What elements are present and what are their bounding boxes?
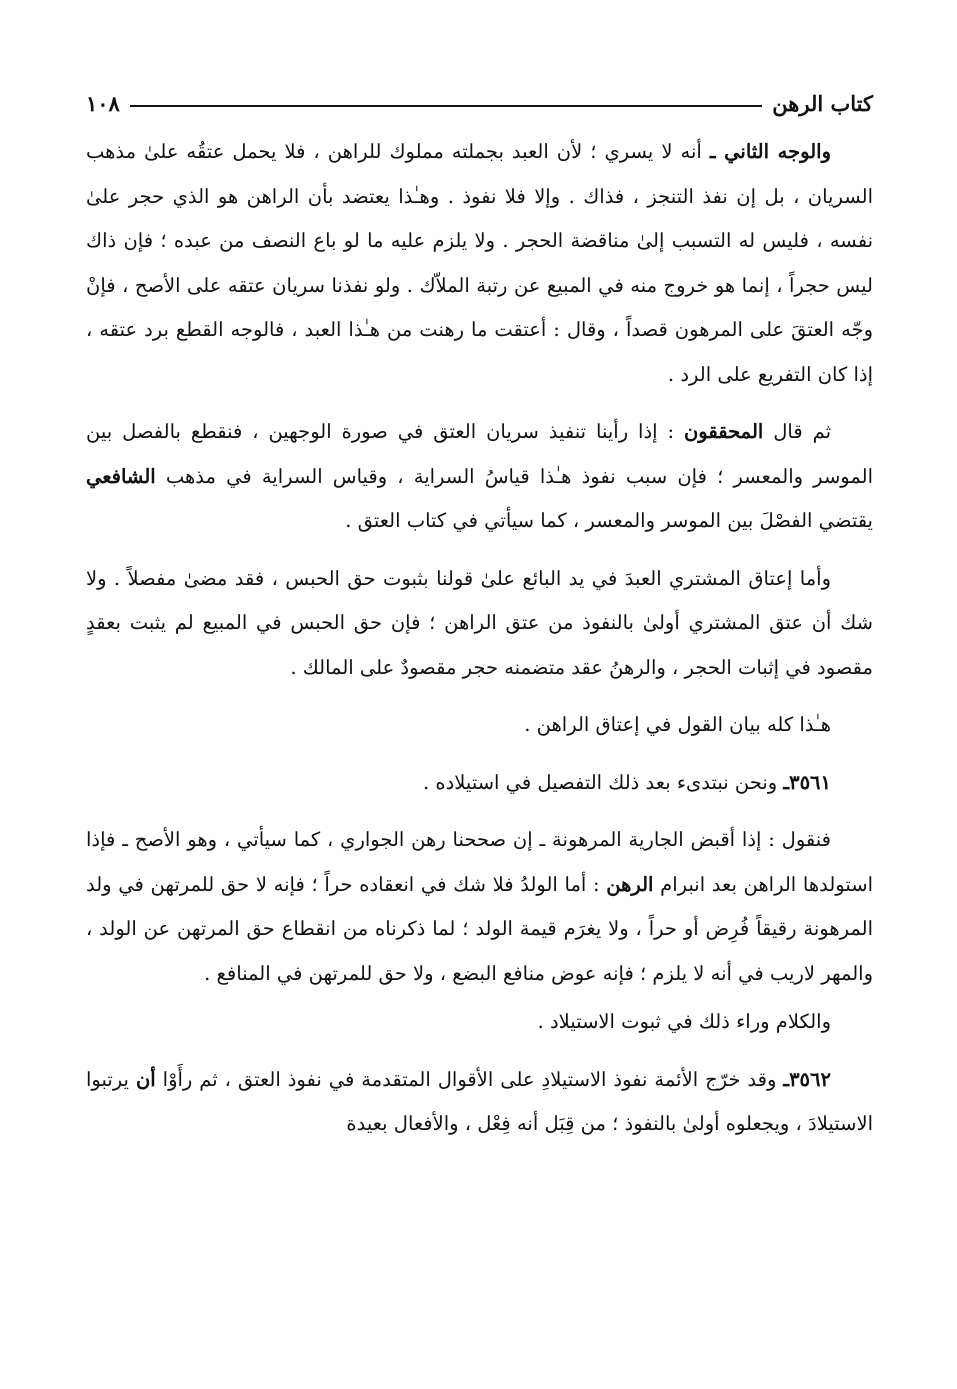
- paragraph-text: : أما الولدُ فلا شك في انعقاده حراً ؛ فإنه لا حق للمرتهن في ولد المرهونة رقيقاً فُرِض أو حراً ، ولا يغرَم قيمة الولد ؛ لما ذكرناه من انقطاع حق المرتهن عن الولد ، والمهر لاريب في أنه لا يلزم ؛ فإنه عوض منافع البضع ، ولا حق للمرتهن في المنافع .: [86, 872, 873, 985]
- paragraph-text: يرتبوا الاستيلادَ ، ويجعلوه أولىٰ بالنفوذ ؛ من قِبَل أنه فِعْل ، والأفعال بعيدة: [86, 1067, 873, 1135]
- page-header: [86, 84, 873, 118]
- paragraph-text: : إذا رأينا تنفيذ سريان العتق في صورة الوجهين ، فنقطع بالفصل بين الموسر والمعسر ؛ فإن سبب نفوذ هـٰذا قياسُ السراية ، وقياس السراية في مذهب: [86, 420, 873, 488]
- paragraph-text: والكلام وراء ذلك في ثبوت الاستيلاد .: [537, 1010, 831, 1033]
- header-rule: [130, 105, 762, 107]
- paragraph-text: يقتضي الفصْلَ بين الموسر والمعسر ، كما سيأتي في كتاب العتق .: [345, 509, 873, 532]
- paragraph-bold-term: أن: [135, 1067, 156, 1091]
- paragraph-3562: [86, 1058, 873, 1147]
- paragraph-summary: [86, 703, 873, 748]
- paragraph-3561: [86, 761, 873, 806]
- page-number: ١٠٨: [86, 91, 120, 116]
- paragraph-second-view: [86, 130, 873, 397]
- paragraph-istilad: [86, 818, 873, 996]
- paragraph-text: أنه لا يسري ؛ لأن العبد بجملته مملوك للراهن ، فلا يحمل عتقُه علىٰ مذهب السريان ، بل إن نفذ التنجز ، فذاك . وإلا فلا نفوذ . وهـٰذا يعتضد بأن الراهن هو الذي حجر علىٰ نفسه ، فليس له التسبب إلىٰ مناقضة الحجر . ولا يلزم عليه ما لو باع النصف من عبده ؛ فإن ذاك ليس حجراً ، إنما هو خروج منه في المبيع عن رتبة الملاّك . ولو نفذنا سريان عتقه على الأصح ، فإنْ وجّه العتقَ على المرهون قصداً ، وقال : أعتقت ما رهنت من هـٰذا العبد ، فالوجه القطع برد عتقه ، إذا كان التفريع على الرد .: [86, 140, 873, 386]
- paragraph-text: فنقول : إذا أقبض الجارية المرهونة ـ إن صححنا رهن الجواري ، كما سيأتي ، وهو الأصح ـ فإذا استولدها الراهن بعد انبرام: [86, 828, 874, 896]
- paragraph-text: وأما إعتاق المشتري العبدَ في يد البائع علىٰ قولنا بثبوت حق الحبس ، فقد مضىٰ مفصلاً . ولا شك أن عتق المشتري أولىٰ بالنفوذ من عتق الراهن ؛ فإن حق الحبس في المبيع لم يثبت بعقدٍ مقصود في إثبات الحجر ، والرهنُ عقد متضمنه حجر مقصودٌ على المالك .: [86, 566, 873, 679]
- running-title: كتاب الرهن: [772, 91, 873, 116]
- paragraph-bold-term: الرهن: [606, 872, 654, 896]
- paragraph-lead: والوجه الثاني ـ: [709, 140, 831, 163]
- paragraph-text: هـٰذا كله بيان القول في إعتاق الراهن .: [524, 713, 831, 736]
- paragraph-buyer-manumission: [86, 557, 873, 691]
- section-number: ٣٥٦٢ـ: [783, 1067, 831, 1091]
- paragraph-text: ثم قال: [763, 420, 831, 443]
- page-body: [86, 130, 873, 1147]
- paragraph-bold-term: المحققون: [683, 420, 764, 443]
- paragraph-text: ونحن نبتدىء بعد ذلك التفصيل في استيلاده .: [423, 770, 784, 794]
- paragraph-muhaqqiqun: [86, 410, 873, 544]
- paragraph-text: وقد خرّج الأئمة نفوذ الاستيلادِ على الأقوال المتقدمة في نفوذ العتق ، ثم رأَوْا: [155, 1067, 784, 1091]
- paragraph-discussion: [86, 1000, 873, 1045]
- section-number: ٣٥٦١ـ: [783, 770, 831, 794]
- paragraph-bold-term: الشافعي: [86, 464, 156, 488]
